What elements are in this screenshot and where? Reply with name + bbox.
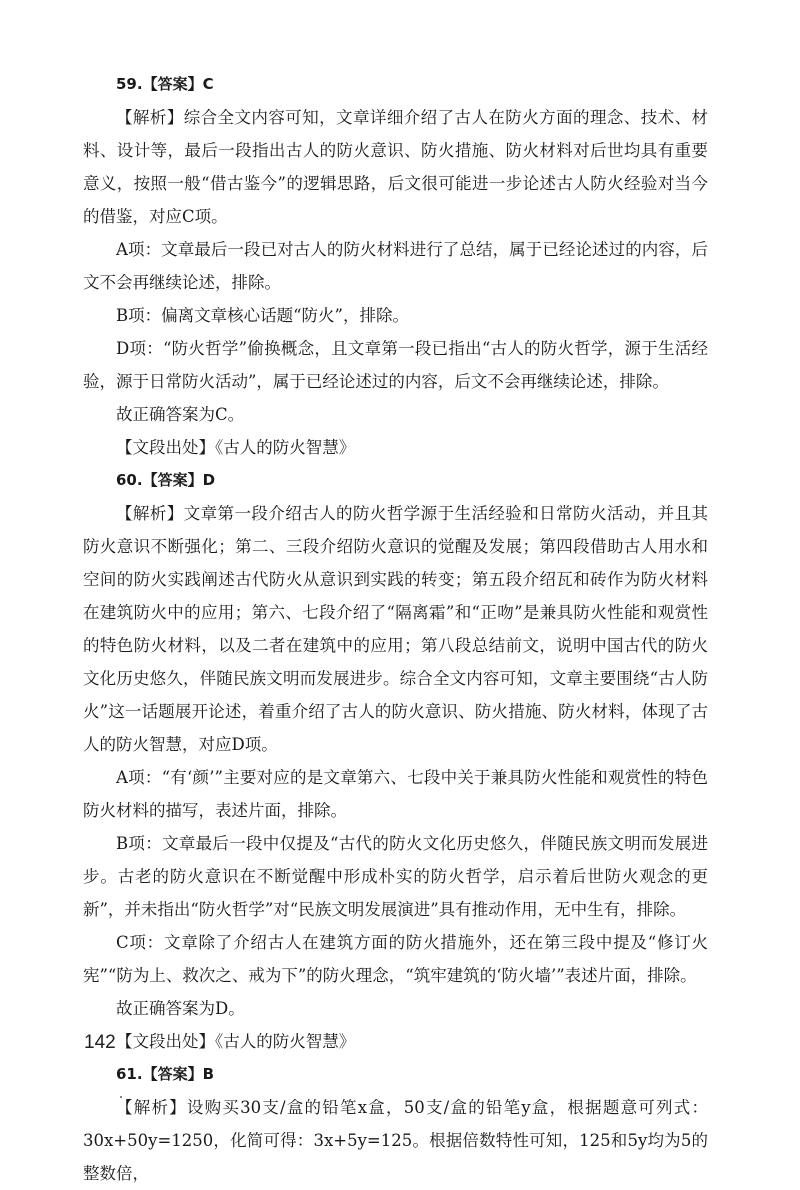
q59-option-d: D项：“防火哲学”偷换概念，且文章第一段已指出“古人的防火哲学，源于生活经验，源于日常防火活动”，属于已经论述过的内容，后文不会再继续论述，排除。 [83, 339, 708, 391]
q59-source: 【文段出处】《古人的防火智慧》 [116, 438, 356, 457]
q60-conclusion: 故正确答案为D。 [116, 999, 245, 1018]
q59-option-a: A项：文章最后一段已对古人的防火材料进行了总结，属于已经论述过的内容，后文不会再继续论述，排除。 [83, 240, 708, 292]
page-number: 142 [84, 1032, 116, 1053]
q61-answer: 61.【答案】B [116, 1065, 215, 1083]
q59-analysis: 【解析】综合全文内容可知，文章详细介绍了古人在防火方面的理念、技术、材料、设计等，最后一段指出古人的防火意识、防火措施、防火材料对后世均具有重要意义，按照一般“借古鉴今”的逻辑思路，后文很可能进一步论述古人防火经验对当今的借鉴，对应C项。 [83, 108, 708, 226]
q60-option-c: C项：文章除了介绍古人在建筑方面的防火措施外，还在第三段中提及“修订火宪”“防为上、救次之、戒为下”的防火理念，“筑牢建筑的‘防火墙’”表述片面，排除。 [83, 933, 708, 985]
scan-speck [120, 1096, 122, 1098]
q59-conclusion: 故正确答案为C。 [116, 405, 245, 424]
q59-option-b: B项：偏离文章核心话题“防火”，排除。 [116, 306, 409, 325]
q60-answer: 60.【答案】D [116, 471, 216, 489]
answer-explanations [83, 68, 708, 1190]
q59-answer: 59.【答案】C [116, 75, 214, 93]
q60-analysis: 【解析】文章第一段介绍古人的防火哲学源于生活经验和日常防火活动，并且其防火意识不断强化；第二、三段介绍防火意识的觉醒及发展；第四段借助古人用水和空间的防火实践阐述古代防火从意识到实践的转变；第五段介绍瓦和砖作为防火材料在建筑防火中的应用；第六、七段介绍了“隔离霜”和“正吻”是兼具防火性能和观赏性的特色防火材料，以及二者在建筑中的应用；第八段总结前文，说明中国古代的防火文化历史悠久，伴随民族文明而发展进步。综合全文内容可知，文章主要围绕“古人防火”这一话题展开论述，着重介绍了古人的防火意识、防火措施、防火材料，体现了古人的防火智慧，对应D项。 [83, 504, 708, 754]
q60-option-b: B项：文章最后一段中仅提及“古代的防火文化历史悠久，伴随民族文明而发展进步。古老的防火意识在不断觉醒中形成朴实的防火哲学，启示着后世防火观念的更新”，并未指出“防火哲学”对“民族文明发展演进”具有推动作用，无中生有，排除。 [83, 834, 708, 919]
q60-option-a: A项：“有‘颜’”主要对应的是文章第六、七段中关于兼具防火性能和观赏性的特色防火材料的描写，表述片面，排除。 [83, 768, 708, 820]
q60-source: 【文段出处】《古人的防火智慧》 [116, 1032, 356, 1051]
q61-analysis: 【解析】设购买30支/盒的铅笔x盒，50支/盒的铅笔y盒，根据题意可列式：30x+50y=1250，化简可得：3x+5y=125。根据倍数特性可知，125和5y均为5的整数倍， [83, 1098, 708, 1183]
